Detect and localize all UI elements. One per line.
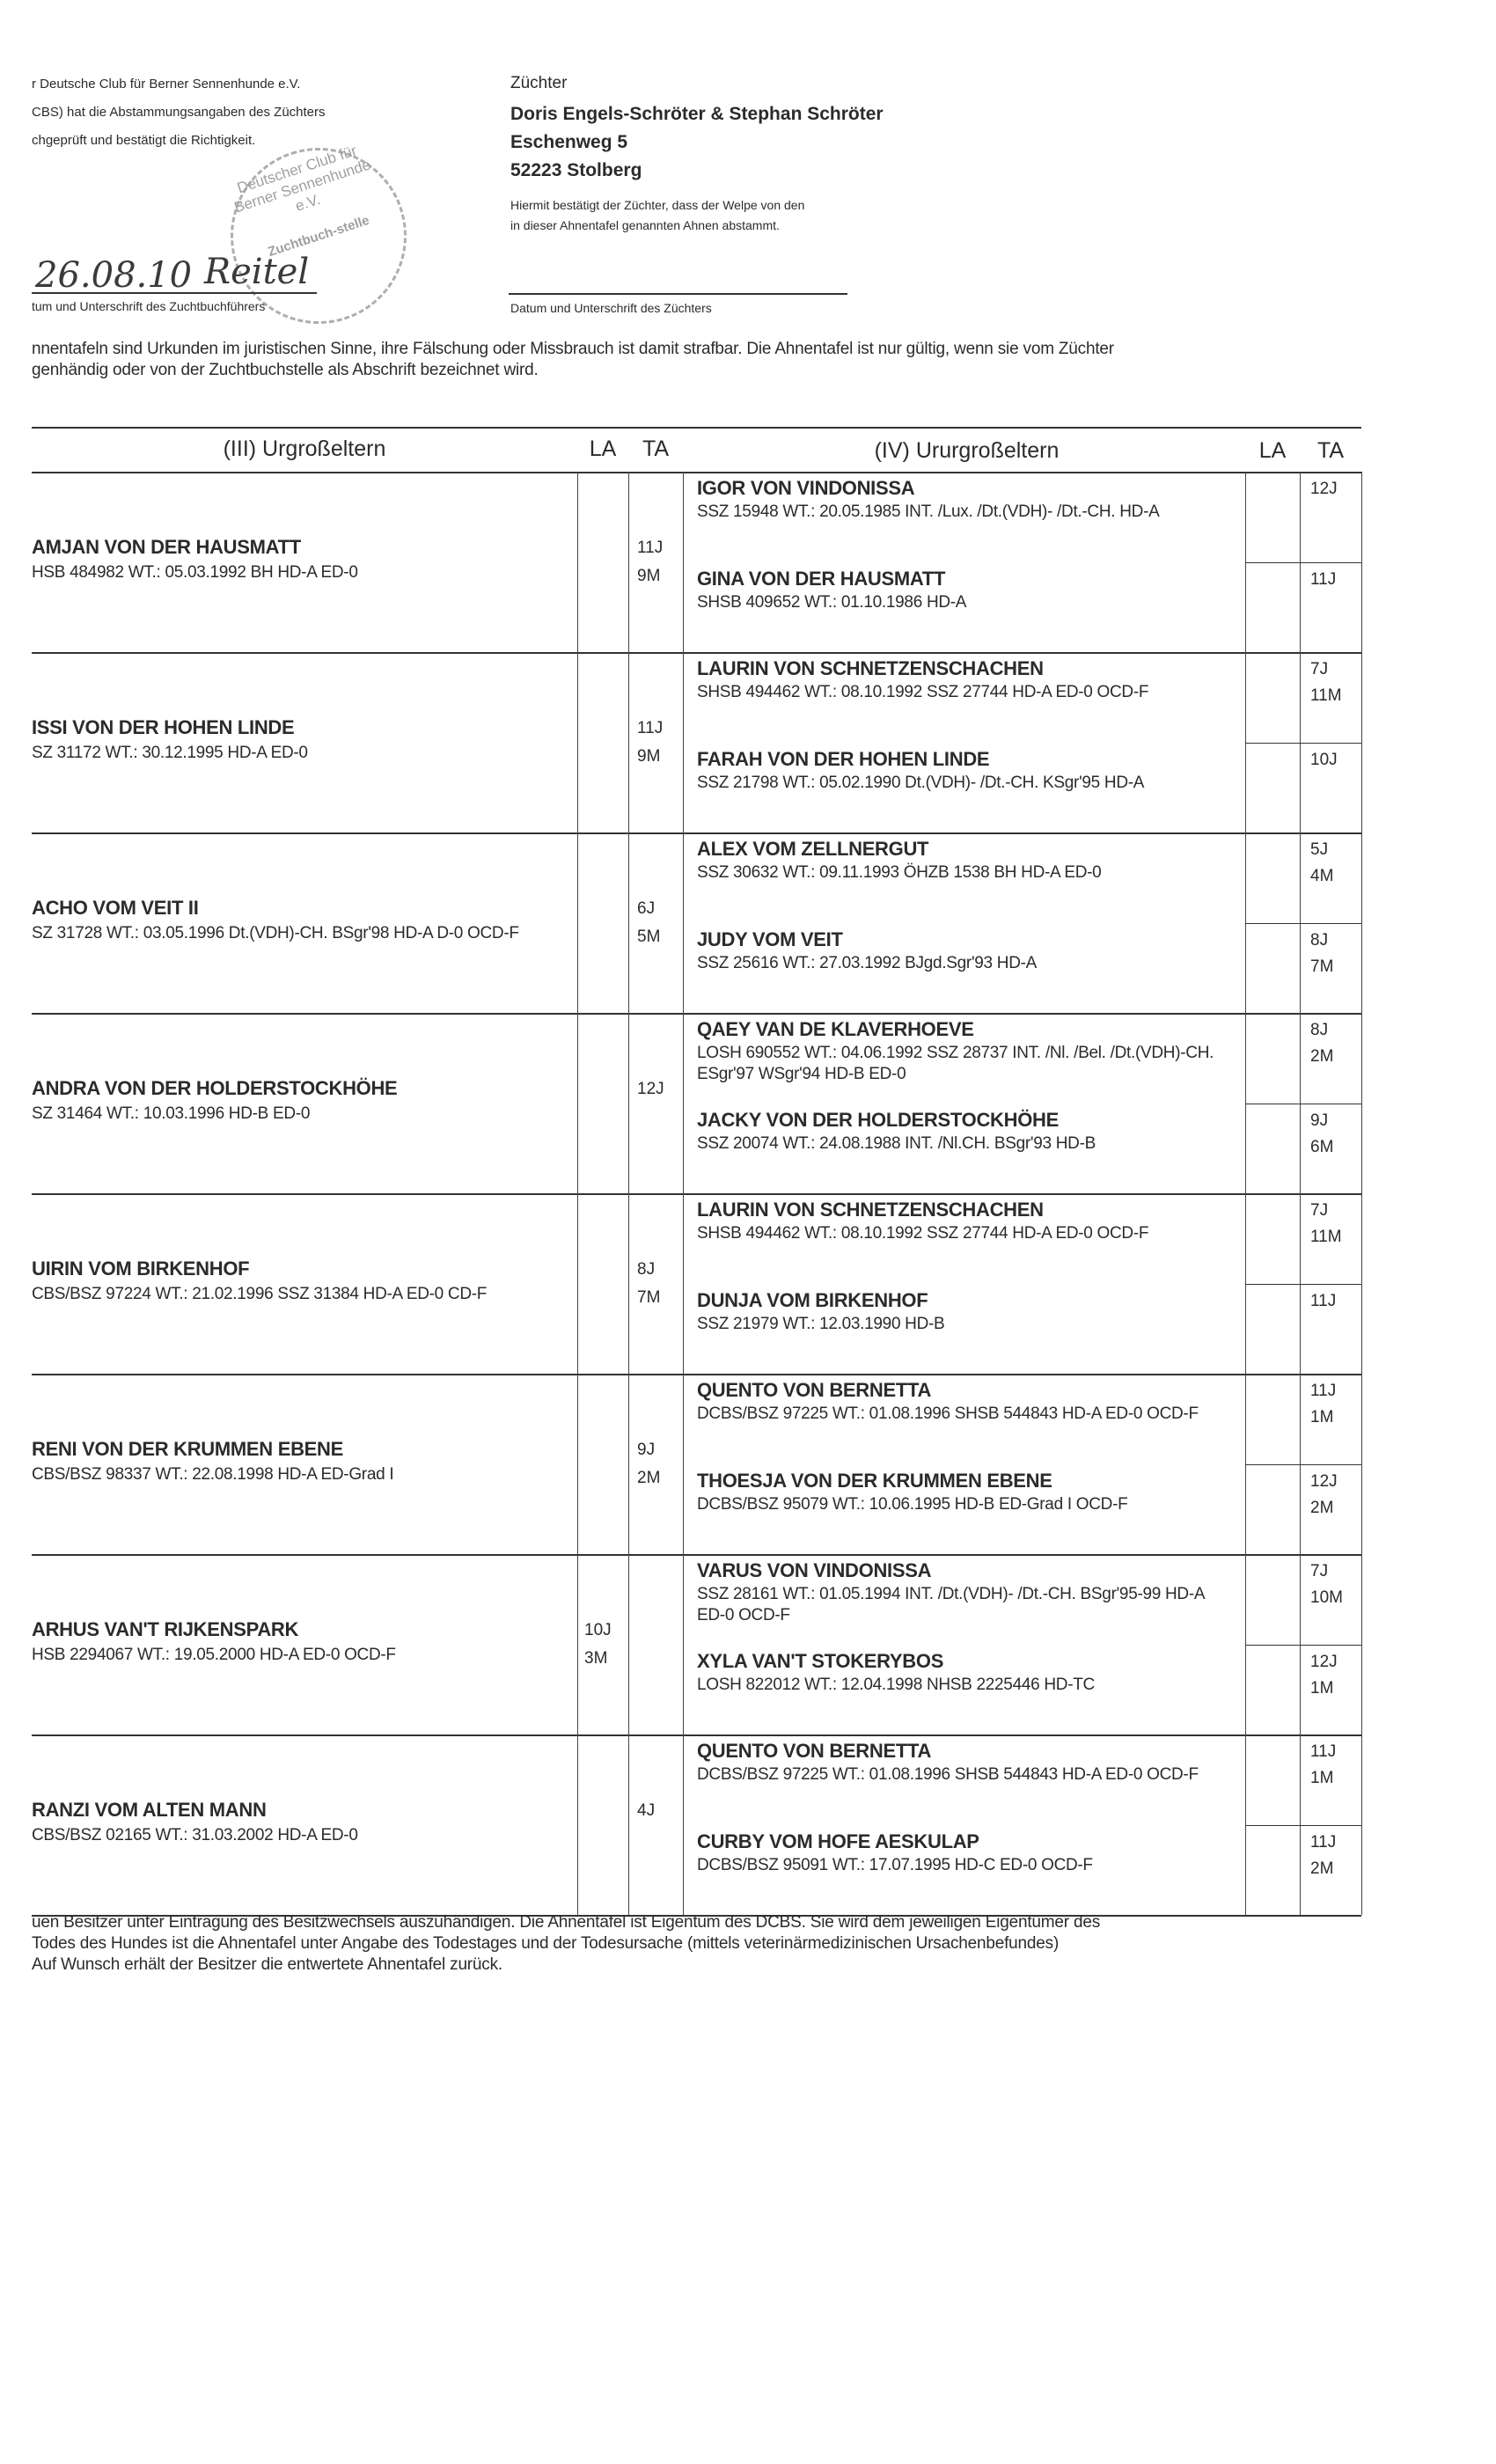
- gen3-dog-info: SZ 31172 WT.: 30.12.1995 HD-A ED-0: [32, 743, 308, 762]
- gen4-ta-years: 11J: [1310, 1292, 1337, 1310]
- gen4-ta-months: 6M: [1310, 1138, 1334, 1156]
- column-divider: [628, 832, 629, 1013]
- handwritten-date: 26.08.10: [35, 255, 193, 296]
- gen4-ta-years: 5J: [1310, 840, 1329, 859]
- gen4-split-line: [1245, 562, 1361, 563]
- gen3-ta-months: 9M: [637, 746, 661, 766]
- header-gen3-ta: TA: [642, 436, 670, 461]
- gen3-dog-name: ARHUS VAN'T RIJKENSPARK: [32, 1617, 299, 1640]
- footer-notice-line: Todes des Hundes ist die Ahnentafel unter Angabe des Todestages und der Todesursache (mittels veterinärmedizinischen Ursachenbefundes): [32, 1934, 1060, 1953]
- column-divider: [1361, 1193, 1362, 1374]
- gen4-dog-name: JUDY VOM VEIT: [697, 928, 843, 950]
- column-divider: [683, 1013, 684, 1193]
- footer-notice-line: Auf Wunsch erhält der Besitzer die entwertete Ahnentafel zurück.: [32, 1955, 502, 1974]
- gen4-ta-years: 12J: [1310, 480, 1338, 498]
- gen3-ta-years: 11J: [637, 718, 664, 737]
- gen4-ta-years: 12J: [1310, 1653, 1338, 1671]
- gen3-ta-months: 5M: [637, 927, 661, 946]
- gen4-split-line: [1245, 1464, 1361, 1465]
- gen4-ta-months: 1M: [1310, 1408, 1334, 1426]
- gen4-dog-info: LOSH 822012 WT.: 12.04.1998 NHSB 2225446 HD-TC: [697, 1676, 1095, 1694]
- gen4-split-line: [1245, 743, 1361, 744]
- column-divider: [683, 1193, 684, 1374]
- gen4-ta-months: 11M: [1310, 686, 1342, 705]
- gen4-dog-name: GINA VON DER HAUSMATT: [697, 568, 946, 590]
- gen4-ta-years: 10J: [1310, 751, 1338, 769]
- gen3-la-months: 3M: [584, 1648, 608, 1668]
- breeder-signature-line: [509, 293, 847, 295]
- breeder-confirmation: Hiermit bestätigt der Züchter, dass der Welpe von den: [510, 198, 805, 212]
- gen4-dog-info: DCBS/BSZ 95091 WT.: 17.07.1995 HD-C ED-0 OCD-F: [697, 1856, 1093, 1874]
- breeder-names: Doris Engels-Schröter & Stephan Schröter: [510, 104, 884, 124]
- gen4-dog-name: JACKY VON DER HOLDERSTOCKHÖHE: [697, 1109, 1059, 1131]
- header-gen4-la: LA: [1258, 438, 1287, 463]
- stamp-center-text: Zuchtbuch-stelle: [266, 212, 371, 260]
- gen3-dog-info: SZ 31464 WT.: 10.03.1996 HD-B ED-0: [32, 1104, 311, 1123]
- certification-line: chgeprüft und bestätigt die Richtigkeit.: [32, 133, 256, 148]
- gen4-dog-info: SSZ 25616 WT.: 27.03.1992 BJgd.Sgr'93 HD-A: [697, 954, 1038, 972]
- gen3-ta-months: 7M: [637, 1287, 661, 1307]
- gen3-dog-info: CBS/BSZ 02165 WT.: 31.03.2002 HD-A ED-0: [32, 1825, 358, 1844]
- table-header-border: [32, 472, 1361, 473]
- gen4-dog-info: DCBS/BSZ 95079 WT.: 10.06.1995 HD-B ED-Grad I OCD-F: [697, 1495, 1128, 1514]
- row-divider: [32, 1013, 1361, 1015]
- gen4-ta-years: 7J: [1310, 1562, 1329, 1580]
- gen3-dog-info: CBS/BSZ 97224 WT.: 21.02.1996 SSZ 31384 HD-A ED-0 CD-F: [32, 1284, 488, 1303]
- header-gen4: (IV) Ururgroßeltern: [874, 438, 1060, 463]
- gen3-dog-info: CBS/BSZ 98337 WT.: 22.08.1998 HD-A ED-Grad I: [32, 1464, 394, 1484]
- gen4-dog-name: IGOR VON VINDONISSA: [697, 477, 915, 499]
- gen4-dog-info: SSZ 15948 WT.: 20.05.1985 INT. /Lux. /Dt.(VDH)- /Dt.-CH. HD-A: [697, 502, 1160, 521]
- gen4-dog-info: SSZ 28161 WT.: 01.05.1994 INT. /Dt.(VDH)- /Dt.-CH. BSgr'95-99 HD-A ED-0 OCD-F: [697, 1585, 1205, 1624]
- gen4-ta-years: 8J: [1310, 1021, 1329, 1039]
- gen3-dog-name: RANZI VOM ALTEN MANN: [32, 1798, 267, 1821]
- column-divider: [577, 1193, 578, 1374]
- gen4-ta-years: 11J: [1310, 1382, 1337, 1400]
- gen4-ta-years: 9J: [1310, 1111, 1329, 1130]
- column-divider: [628, 472, 629, 652]
- gen4-dog-name: THOESJA VON DER KRUMMEN EBENE: [697, 1470, 1052, 1492]
- gen4-ta-months: 2M: [1310, 1859, 1334, 1878]
- header-gen4-ta: TA: [1316, 438, 1345, 463]
- gen3-ta-months: 9M: [637, 566, 661, 585]
- column-divider: [628, 1554, 629, 1734]
- gen3-dog-name: ISSI VON DER HOHEN LINDE: [32, 715, 295, 738]
- gen4-dog-name: VARUS VON VINDONISSA: [697, 1559, 932, 1581]
- gen4-dog-info: SHSB 409652 WT.: 01.10.1986 HD-A: [697, 593, 967, 612]
- gen4-ta-years: 11J: [1310, 1742, 1337, 1761]
- breeder-signature-caption: Datum und Unterschrift des Züchters: [510, 301, 712, 315]
- gen4-ta-years: 7J: [1310, 1201, 1329, 1220]
- gen3-ta-years: 4J: [637, 1800, 656, 1820]
- gen4-split-line: [1245, 1284, 1361, 1285]
- gen3-ta-months: 2M: [637, 1468, 661, 1487]
- gen3-dog-info: HSB 2294067 WT.: 19.05.2000 HD-A ED-0 OCD-F: [32, 1645, 396, 1664]
- column-divider: [1361, 652, 1362, 832]
- breeder-street: Eschenweg 5: [510, 132, 628, 152]
- gen3-ta-years: 12J: [637, 1079, 664, 1098]
- gen4-dog-info: SSZ 21979 WT.: 12.03.1990 HD-B: [697, 1315, 945, 1333]
- column-divider: [577, 652, 578, 832]
- column-divider: [577, 832, 578, 1013]
- gen3-dog-name: UIRIN VOM BIRKENHOF: [32, 1257, 250, 1280]
- column-divider: [628, 1013, 629, 1193]
- signature-line: [32, 292, 317, 294]
- column-divider: [1361, 1374, 1362, 1554]
- gen4-ta-years: 12J: [1310, 1472, 1338, 1491]
- column-divider: [683, 472, 684, 652]
- gen3-ta-years: 6J: [637, 898, 656, 918]
- gen4-ta-months: 10M: [1310, 1588, 1343, 1607]
- gen3-dog-name: ANDRA VON DER HOLDERSTOCKHÖHE: [32, 1076, 398, 1099]
- gen4-ta-months: 1M: [1310, 1769, 1334, 1787]
- gen4-dog-name: QAEY VAN DE KLAVERHOEVE: [697, 1018, 974, 1040]
- footer-notice-line: uen Besitzer unter Eintragung des Besitzwechsels auszuhändigen. Die Ahnentafel ist Eigentum des DCBS. Sie wird dem jeweiligen Eigentümer des: [32, 1913, 1101, 1932]
- column-divider: [628, 1193, 629, 1374]
- column-divider: [628, 1374, 629, 1554]
- gen4-dog-info: SSZ 21798 WT.: 05.02.1990 Dt.(VDH)- /Dt.-CH. KSgr'95 HD-A: [697, 774, 1145, 792]
- gen3-dog-name: ACHO VOM VEIT II: [32, 896, 199, 919]
- gen4-split-line: [1245, 923, 1361, 924]
- gen4-dog-name: ALEX VOM ZELLNERGUT: [697, 838, 929, 860]
- gen4-ta-months: 1M: [1310, 1679, 1334, 1698]
- gen4-ta-months: 2M: [1310, 1499, 1334, 1517]
- gen4-dog-name: QUENTO VON BERNETTA: [697, 1740, 932, 1762]
- table-top-border: [32, 427, 1361, 429]
- gen4-ta-months: 7M: [1310, 957, 1334, 976]
- column-divider: [683, 832, 684, 1013]
- gen4-dog-name: LAURIN VON SCHNETZENSCHACHEN: [697, 657, 1044, 679]
- gen4-dog-info: SSZ 30632 WT.: 09.11.1993 ÖHZB 1538 BH HD-A ED-0: [697, 863, 1102, 882]
- gen3-ta-years: 8J: [637, 1259, 656, 1279]
- row-divider: [32, 1193, 1361, 1195]
- breeder-city: 52223 Stolberg: [510, 160, 642, 180]
- column-divider: [577, 1013, 578, 1193]
- column-divider: [577, 472, 578, 652]
- row-divider: [32, 1374, 1361, 1375]
- header-gen3: (III) Urgroßeltern: [223, 436, 386, 461]
- gen4-dog-info: SSZ 20074 WT.: 24.08.1988 INT. /Nl.CH. BSgr'93 HD-B: [697, 1134, 1096, 1153]
- gen4-dog-name: DUNJA VOM BIRKENHOF: [697, 1289, 928, 1311]
- gen4-dog-name: LAURIN VON SCHNETZENSCHACHEN: [697, 1199, 1044, 1221]
- gen4-dog-info: DCBS/BSZ 97225 WT.: 01.08.1996 SHSB 544843 HD-A ED-0 OCD-F: [697, 1765, 1199, 1784]
- gen3-dog-info: HSB 484982 WT.: 05.03.1992 BH HD-A ED-0: [32, 562, 358, 582]
- row-divider: [32, 1734, 1361, 1736]
- gen4-dog-name: QUENTO VON BERNETTA: [697, 1379, 932, 1401]
- header-gen3-la: LA: [589, 436, 617, 461]
- gen4-ta-years: 8J: [1310, 931, 1329, 950]
- gen4-ta-years: 11J: [1310, 1833, 1337, 1852]
- column-divider: [1361, 1734, 1362, 1915]
- column-divider: [1361, 832, 1362, 1013]
- legal-notice-line: nnentafeln sind Urkunden im juristischen Sinne, ihre Fälschung oder Missbrauch ist damit strafbar. Die Ahnentafel ist nur gültig, wenn sie vom Züchter: [32, 340, 1114, 358]
- breeder-confirmation: in dieser Ahnentafel genannten Ahnen abstammt.: [510, 218, 780, 232]
- row-divider: [32, 652, 1361, 654]
- column-divider: [683, 1374, 684, 1554]
- column-divider: [577, 1734, 578, 1915]
- gen4-ta-years: 7J: [1310, 660, 1329, 678]
- legal-notice-line: genhändig oder von der Zuchtbuchstelle als Abschrift bezeichnet wird.: [32, 361, 539, 379]
- certification-line: r Deutsche Club für Berner Sennenhunde e.V.: [32, 77, 301, 92]
- row-divider: [32, 832, 1361, 834]
- gen4-dog-info: SHSB 494462 WT.: 08.10.1992 SSZ 27744 HD-A ED-0 OCD-F: [697, 1224, 1149, 1243]
- gen4-split-line: [1245, 1645, 1361, 1646]
- gen3-la-years: 10J: [584, 1620, 612, 1639]
- gen4-dog-info: LOSH 690552 WT.: 04.06.1992 SSZ 28737 INT. /Nl. /Bel. /Dt.(VDH)-CH. ESgr'97 WSgr'94 HD-B ED-0: [697, 1044, 1214, 1083]
- signature-caption: tum und Unterschrift des Zuchtbuchführers: [32, 299, 266, 313]
- gen4-dog-info: SHSB 494462 WT.: 08.10.1992 SSZ 27744 HD-A ED-0 OCD-F: [697, 683, 1149, 701]
- handwritten-signature: Reitel: [204, 252, 310, 292]
- column-divider: [683, 652, 684, 832]
- gen4-ta-months: 11M: [1310, 1228, 1342, 1246]
- column-divider: [1361, 1013, 1362, 1193]
- column-divider: [628, 1734, 629, 1915]
- column-divider: [577, 1554, 578, 1734]
- gen4-dog-name: FARAH VON DER HOHEN LINDE: [697, 748, 990, 770]
- stamp-ring-text: Deutscher Club für Berner Sennenhunde e.V.: [231, 142, 373, 216]
- gen3-dog-info: SZ 31728 WT.: 03.05.1996 Dt.(VDH)-CH. BSgr'98 HD-A D-0 OCD-F: [32, 923, 519, 942]
- gen4-dog-name: XYLA VAN'T STOKERYBOS: [697, 1650, 944, 1672]
- column-divider: [577, 1374, 578, 1554]
- certification-line: CBS) hat die Abstammungsangaben des Züchters: [32, 105, 326, 120]
- breeder-label: Züchter: [510, 74, 568, 92]
- column-divider: [628, 652, 629, 832]
- column-divider: [683, 1554, 684, 1734]
- gen4-dog-info: DCBS/BSZ 97225 WT.: 01.08.1996 SHSB 544843 HD-A ED-0 OCD-F: [697, 1404, 1199, 1423]
- club-stamp: [208, 125, 429, 347]
- column-divider: [683, 1734, 684, 1915]
- gen4-dog-name: CURBY VOM HOFE AESKULAP: [697, 1830, 979, 1852]
- column-divider: [1361, 1554, 1362, 1734]
- gen4-ta-months: 2M: [1310, 1047, 1334, 1066]
- row-divider: [32, 1554, 1361, 1556]
- gen3-dog-name: AMJAN VON DER HAUSMATT: [32, 535, 301, 558]
- gen4-ta-months: 4M: [1310, 867, 1334, 885]
- column-divider: [1361, 472, 1362, 652]
- gen3-ta-years: 11J: [637, 538, 664, 557]
- gen3-dog-name: RENI VON DER KRUMMEN EBENE: [32, 1437, 344, 1460]
- gen4-split-line: [1245, 1825, 1361, 1826]
- gen3-ta-years: 9J: [637, 1440, 656, 1459]
- gen4-ta-years: 11J: [1310, 570, 1337, 589]
